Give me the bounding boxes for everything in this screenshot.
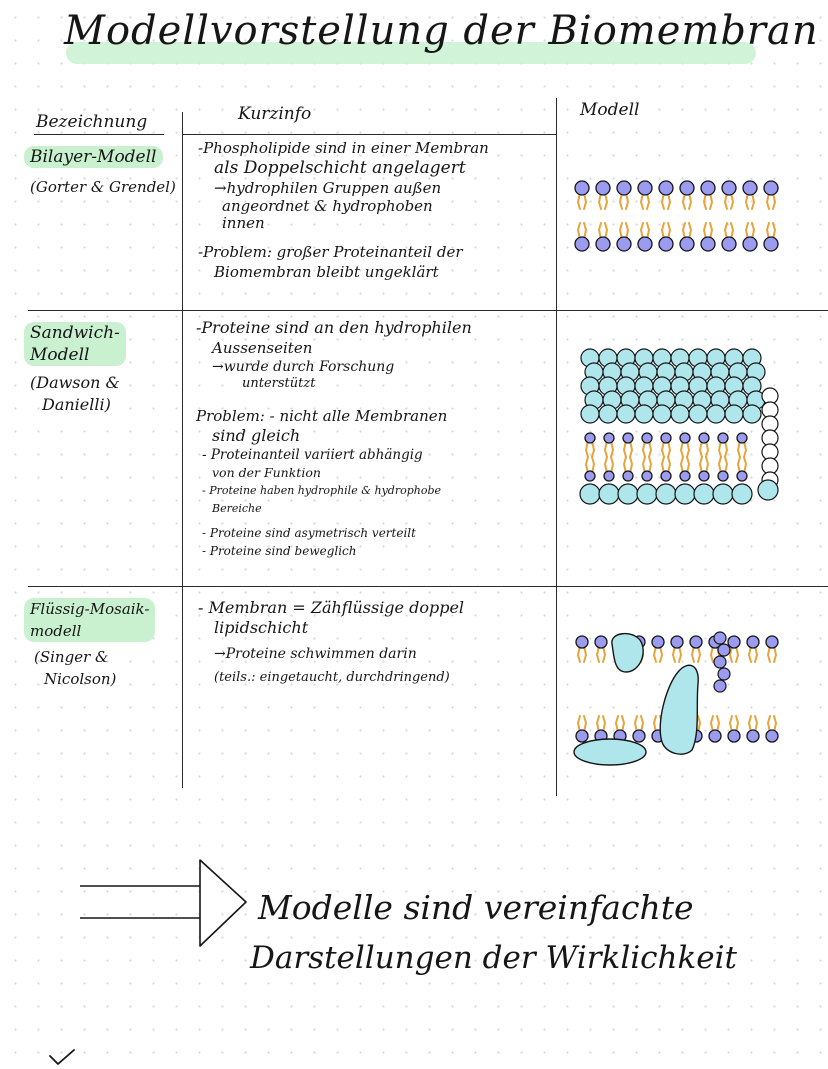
protein-blob: [617, 405, 635, 423]
fluid-mosaic-name-line2: modell: [30, 622, 82, 640]
lipid-tail: [752, 223, 754, 237]
protein-blob: [574, 739, 646, 765]
lipid-tail: [731, 195, 733, 209]
protein-blob: [599, 484, 619, 504]
lipid-tail: [755, 716, 757, 730]
lipid-head: [617, 237, 631, 251]
lipid-head: [596, 181, 610, 195]
sandwich-model-drawing: [572, 348, 802, 508]
lipid-tail: [641, 716, 643, 730]
lipid-tail: [643, 443, 645, 457]
lipid-tail: [698, 716, 700, 730]
row-divider-1: [28, 310, 828, 311]
lipid-tail: [773, 223, 775, 237]
protein-blob: [758, 480, 778, 500]
sandwich-name-line2: Modell: [30, 345, 90, 365]
protein-blob: [725, 405, 743, 423]
protein-blob: [635, 405, 653, 423]
fluid-mosaic-name: [24, 598, 155, 642]
lipid-tail: [668, 443, 670, 457]
fluid-mosaic-model-drawing: [570, 624, 800, 774]
lipid-tail: [584, 648, 586, 662]
lipid-tail: [681, 457, 683, 471]
lipid-head: [718, 644, 730, 656]
lipid-tail: [767, 223, 769, 237]
info-line: Problem: - nicht alle Membranen: [196, 407, 448, 425]
lipid-tail: [611, 443, 613, 457]
lipid-tail: [654, 648, 656, 662]
lipid-head: [661, 471, 671, 481]
lipid-head: [764, 181, 778, 195]
lipid-tail: [586, 443, 588, 457]
protein-blob: [618, 484, 638, 504]
lipid-tail: [597, 716, 599, 730]
lipid-tail: [630, 443, 632, 457]
lipid-head: [701, 237, 715, 251]
bilayer-info: [198, 138, 489, 282]
lipid-tail: [599, 195, 601, 209]
page-title: Modellvorstellung der Biomembran: [64, 8, 819, 54]
info-line: (teils.: eingetaucht, durchdringend): [214, 670, 450, 685]
sandwich-authors-line1: (Dawson &: [30, 373, 120, 392]
lipid-tail: [679, 648, 681, 662]
lipid-tail: [649, 443, 651, 457]
lipid-head: [638, 237, 652, 251]
lipid-tail: [635, 716, 637, 730]
lipid-tail: [603, 648, 605, 662]
info-line: lipidschicht: [214, 618, 309, 637]
conclusion-line-1: Modelle sind vereinfachte: [258, 888, 694, 927]
lipid-tail: [611, 457, 613, 471]
lipid-tail: [662, 443, 664, 457]
lipid-head: [575, 181, 589, 195]
lipid-head: [714, 632, 726, 644]
lipid-tail: [668, 223, 670, 237]
lipid-tail: [744, 443, 746, 457]
column-divider-1: [182, 112, 183, 788]
lipid-tail: [706, 443, 708, 457]
column-divider-2: [556, 98, 557, 796]
row-sandwich-label: [30, 322, 180, 416]
lipid-tail: [662, 223, 664, 237]
protein-blob: [581, 405, 599, 423]
lipid-tail: [725, 195, 727, 209]
fluid-mosaic-name-line1: Flüssig-Mosaik-: [30, 600, 150, 618]
fluid-mosaic-info: [198, 598, 464, 688]
sandwich-authors-line2: Danielli): [42, 395, 111, 414]
lipid-tail: [774, 716, 776, 730]
conclusion-line-2: Darstellungen der Wirklichkeit: [250, 940, 737, 976]
lipid-tail: [687, 443, 689, 457]
lipid-head: [659, 181, 673, 195]
lipid-head: [743, 181, 757, 195]
lipid-tail: [654, 716, 656, 730]
header-bezeichnung: Bezeichnung: [36, 112, 148, 132]
row-divider-2: [28, 586, 828, 587]
lipid-tail: [668, 457, 670, 471]
lipid-tail: [668, 195, 670, 209]
lipid-tail: [704, 223, 706, 237]
header-rule: [182, 134, 556, 135]
fluid-mosaic-authors-line1: (Singer &: [34, 648, 109, 666]
lipid-head: [718, 668, 730, 680]
lipid-tail: [746, 223, 748, 237]
protein-blob: [580, 484, 600, 504]
lipid-tail: [599, 223, 601, 237]
lipid-tail: [673, 648, 675, 662]
lipid-tail: [620, 223, 622, 237]
info-line: Aussenseiten: [212, 339, 313, 357]
protein-blob: [675, 484, 695, 504]
lipid-head: [747, 730, 759, 742]
lipid-head: [714, 680, 726, 692]
lipid-tail: [662, 457, 664, 471]
lipid-tail: [584, 716, 586, 730]
lipid-tail: [630, 457, 632, 471]
lipid-head: [642, 471, 652, 481]
lipid-tail: [725, 223, 727, 237]
protein-blob: [689, 405, 707, 423]
lipid-tail: [698, 648, 700, 662]
lipid-tail: [704, 195, 706, 209]
lipid-tail: [578, 648, 580, 662]
lipid-head: [575, 237, 589, 251]
info-line: angeordnet & hydrophoben: [222, 197, 433, 215]
header-modell: Modell: [580, 100, 640, 120]
protein-blob: [653, 405, 671, 423]
lipid-head: [576, 730, 588, 742]
lipid-tail: [752, 195, 754, 209]
lipid-head: [737, 433, 747, 443]
lipid-head: [576, 636, 588, 648]
lipid-tail: [768, 716, 770, 730]
lipid-tail: [725, 443, 727, 457]
sandwich-name: [24, 322, 126, 366]
info-line: - Proteine sind beweglich: [202, 544, 357, 558]
protein-blob: [743, 405, 761, 423]
lipid-head: [728, 636, 740, 648]
info-line: innen: [222, 214, 265, 232]
lipid-tail: [641, 195, 643, 209]
lipid-tail: [643, 457, 645, 471]
header-kurzinfo: Kurzinfo: [238, 104, 312, 124]
fluid-mosaic-authors-line2: Nicolson): [44, 670, 117, 688]
lipid-tail: [578, 223, 580, 237]
info-line: →wurde durch Forschung: [212, 359, 395, 375]
lipid-tail: [597, 648, 599, 662]
lipid-head: [699, 471, 709, 481]
lipid-head: [680, 237, 694, 251]
lipid-tail: [620, 195, 622, 209]
lipid-head: [737, 471, 747, 481]
lipid-tail: [647, 223, 649, 237]
lipid-tail: [681, 443, 683, 457]
info-line: als Doppelschicht angelagert: [214, 158, 466, 178]
lipid-head: [633, 730, 645, 742]
lipid-head: [766, 730, 778, 742]
protein-blob: [656, 484, 676, 504]
info-line: -Proteine sind an den hydrophilen: [196, 318, 472, 337]
lipid-head: [623, 471, 633, 481]
lipid-head: [595, 636, 607, 648]
lipid-tail: [711, 716, 713, 730]
lipid-tail: [710, 223, 712, 237]
lipid-tail: [736, 648, 738, 662]
lipid-tail: [605, 443, 607, 457]
lipid-head: [766, 636, 778, 648]
bilayer-authors: (Gorter & Grendel): [30, 178, 176, 196]
lipid-head: [722, 181, 736, 195]
lipid-tail: [647, 195, 649, 209]
lipid-tail: [662, 195, 664, 209]
lipid-tail: [692, 648, 694, 662]
lipid-tail: [738, 457, 740, 471]
info-line: unterstützt: [242, 376, 316, 391]
lipid-head: [596, 237, 610, 251]
lipid-tail: [687, 457, 689, 471]
lipid-tail: [592, 443, 594, 457]
info-line: Bereiche: [212, 502, 262, 515]
lipid-tail: [586, 457, 588, 471]
lipid-tail: [719, 443, 721, 457]
lipid-head: [680, 471, 690, 481]
protein-blob: [671, 405, 689, 423]
info-line: - Proteinanteil variiert abhängig: [202, 447, 423, 463]
lipid-tail: [683, 223, 685, 237]
lipid-tail: [578, 195, 580, 209]
lipid-head: [617, 181, 631, 195]
protein-blob: [660, 665, 698, 754]
lipid-tail: [616, 716, 618, 730]
bilayer-model-drawing: [572, 176, 802, 256]
lipid-tail: [649, 457, 651, 471]
header-underline: [34, 134, 164, 135]
lipid-tail: [725, 457, 727, 471]
lipid-tail: [744, 457, 746, 471]
lipid-tail: [731, 223, 733, 237]
info-line: - Proteine haben hydrophile & hydrophobe: [202, 484, 442, 497]
lipid-head: [671, 636, 683, 648]
lipid-tail: [738, 443, 740, 457]
lipid-tail: [767, 195, 769, 209]
lipid-tail: [626, 195, 628, 209]
lipid-tail: [736, 716, 738, 730]
lipid-tail: [578, 716, 580, 730]
lipid-tail: [624, 457, 626, 471]
lipid-tail: [584, 195, 586, 209]
lipid-head: [604, 471, 614, 481]
info-line: →Proteine schwimmen darin: [214, 646, 417, 662]
lipid-head: [714, 656, 726, 668]
lipid-tail: [755, 648, 757, 662]
lipid-tail: [730, 716, 732, 730]
lipid-tail: [773, 195, 775, 209]
info-line: - Proteine sind asymetrisch verteilt: [202, 526, 416, 540]
lipid-head: [718, 471, 728, 481]
row-fluid-mosaic-label: [30, 598, 180, 690]
lipid-tail: [710, 195, 712, 209]
lipid-head: [722, 237, 736, 251]
info-line: →hydrophilen Gruppen außen: [214, 179, 442, 197]
lipid-tail: [768, 648, 770, 662]
lipid-tail: [774, 648, 776, 662]
lipid-head: [623, 433, 633, 443]
info-line: -Phospholipide sind in einer Membran: [198, 139, 489, 157]
lipid-head: [728, 730, 740, 742]
conclusion-arrow-icon: [76, 856, 256, 952]
protein-blob: [694, 484, 714, 504]
lipid-tail: [584, 223, 586, 237]
lipid-head: [638, 181, 652, 195]
lipid-tail: [711, 648, 713, 662]
lipid-tail: [605, 223, 607, 237]
lipid-head: [659, 237, 673, 251]
row-bilayer-label: [30, 146, 180, 198]
info-line: sind gleich: [212, 426, 301, 445]
lipid-tail: [624, 443, 626, 457]
lipid-tail: [749, 648, 751, 662]
lipid-tail: [683, 195, 685, 209]
lipid-tail: [605, 195, 607, 209]
lipid-head: [709, 730, 721, 742]
lipid-head: [699, 433, 709, 443]
sandwich-info: [196, 318, 472, 560]
info-line: -Problem: großer Proteinanteil der: [198, 243, 463, 261]
protein-blob: [637, 484, 657, 504]
lipid-head: [701, 181, 715, 195]
lipid-head: [747, 636, 759, 648]
lipid-head: [585, 471, 595, 481]
lipid-tail: [592, 457, 594, 471]
lipid-head: [604, 433, 614, 443]
lipid-head: [743, 237, 757, 251]
lipid-tail: [749, 716, 751, 730]
lipid-tail: [605, 457, 607, 471]
lipid-head: [661, 433, 671, 443]
lipid-tail: [660, 648, 662, 662]
lipid-tail: [689, 223, 691, 237]
bilayer-name: Bilayer-Modell: [24, 146, 163, 168]
lipid-tail: [719, 457, 721, 471]
lipid-tail: [641, 223, 643, 237]
lipid-tail: [706, 457, 708, 471]
lipid-head: [585, 433, 595, 443]
protein-blob: [732, 484, 752, 504]
protein-blob: [707, 405, 725, 423]
lipid-tail: [689, 195, 691, 209]
lipid-tail: [700, 457, 702, 471]
lipid-head: [764, 237, 778, 251]
lipid-tail: [700, 443, 702, 457]
protein-blob: [599, 405, 617, 423]
info-line: - Membran = Zähflüssige doppel: [198, 598, 465, 617]
lipid-tail: [622, 716, 624, 730]
lipid-head: [642, 433, 652, 443]
lipid-tail: [626, 223, 628, 237]
lipid-head: [690, 636, 702, 648]
lipid-head: [680, 181, 694, 195]
lipid-tail: [746, 195, 748, 209]
lipid-head: [680, 433, 690, 443]
lipid-head: [718, 433, 728, 443]
protein-blob: [713, 484, 733, 504]
sandwich-name-line1: Sandwich-: [30, 323, 120, 343]
info-line: Biomembran bleibt ungeklärt: [214, 263, 439, 281]
lipid-tail: [603, 716, 605, 730]
checkmark-icon: [48, 1048, 78, 1068]
info-line: von der Funktion: [212, 465, 321, 480]
protein-blob: [612, 634, 643, 672]
lipid-head: [652, 636, 664, 648]
lipid-tail: [717, 716, 719, 730]
